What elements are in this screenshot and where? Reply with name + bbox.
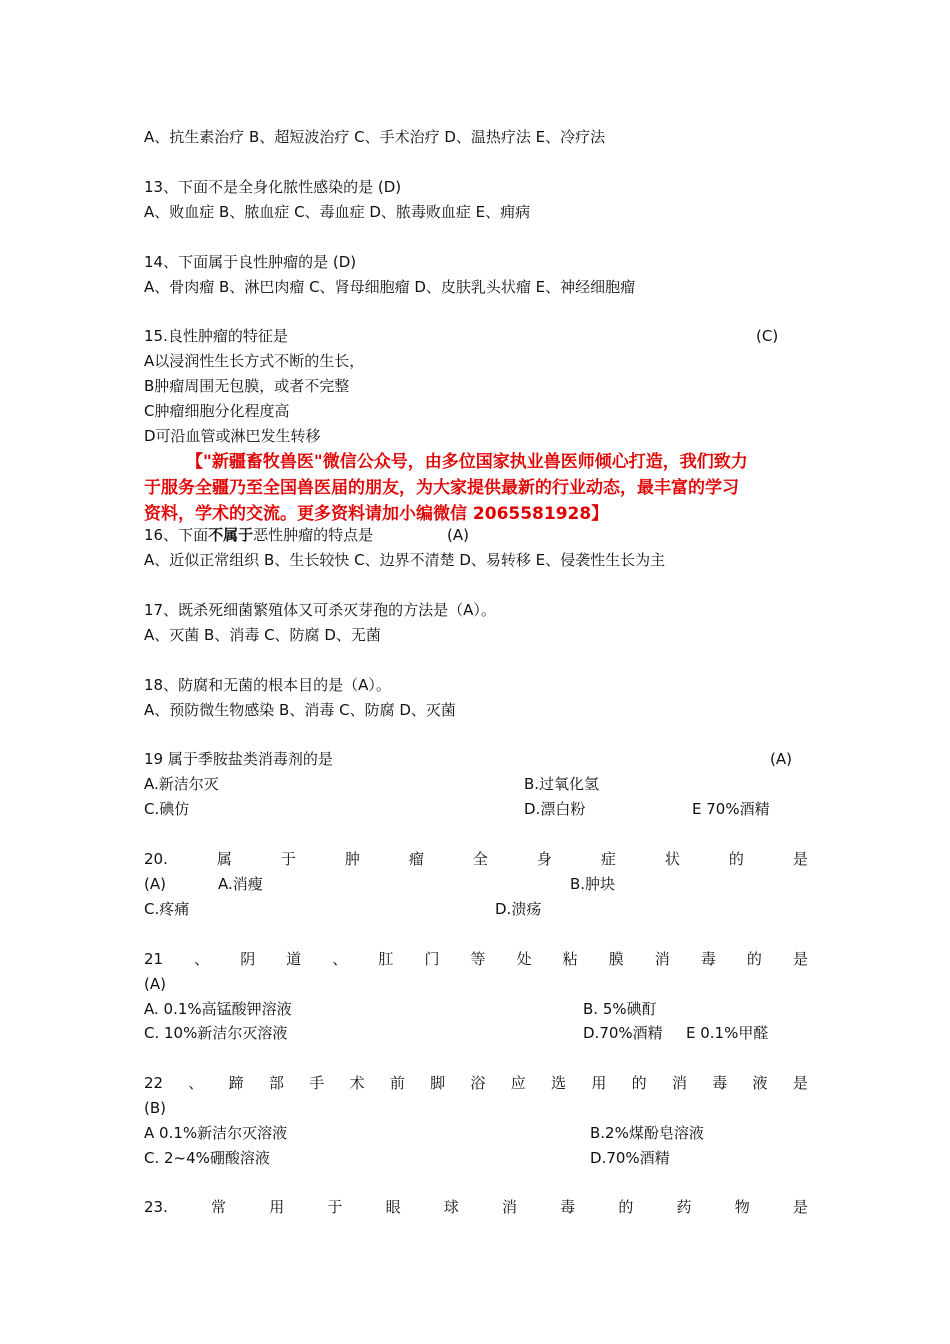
q19-option-d: D.漂白粉 [524, 800, 586, 818]
stem-word: 液 [752, 1074, 768, 1092]
stem-word: 阴 [240, 950, 256, 968]
stem-word: 症 [600, 850, 616, 868]
q19-stem: 19 属于季胺盐类消毒剂的是 [144, 750, 333, 768]
stem-word: 等 [470, 950, 486, 968]
q15-option-b: B肿瘤周围无包膜，或者不完整 [144, 377, 350, 395]
stem-word: 的 [631, 1074, 647, 1092]
stem-word: 于 [327, 1198, 343, 1216]
q17-options: A、灭菌 B、消毒 C、防腐 D、无菌 [144, 626, 381, 644]
stem-word: 消 [501, 1198, 517, 1216]
q15-option-c: C肿瘤细胞分化程度高 [144, 402, 290, 420]
q19-option-a: A.新洁尔灭 [144, 775, 219, 793]
stem-word: 膜 [608, 950, 624, 968]
stem-word: 前 [389, 1074, 405, 1092]
stem-word: 肛 [378, 950, 394, 968]
stem-word: 瘤 [408, 850, 424, 868]
q18-options: A、预防微生物感染 B、消毒 C、防腐 D、灭菌 [144, 701, 456, 719]
promo-line-3: 资料，学术的交流。更多资料请加小编微信 2065581928】 [144, 504, 609, 524]
stem-word: 消 [671, 1074, 687, 1092]
q23-stem [144, 1196, 808, 1218]
stem-word: 道 [286, 950, 302, 968]
stem-word: 蹄 [228, 1074, 244, 1092]
stem-word: 常 [211, 1198, 227, 1216]
q15-option-d: D可沿血管或淋巴发生转移 [144, 427, 321, 445]
q22-answer: (B) [144, 1099, 166, 1117]
stem-word: 状 [664, 850, 680, 868]
q12-options: A、抗生素治疗 B、超短波治疗 C、手术治疗 D、温热疗法 E、冷疗法 [144, 128, 606, 146]
stem-word: 物 [734, 1198, 750, 1216]
q15-answer: (C) [756, 327, 779, 345]
q19-answer: (A) [770, 750, 792, 768]
stem-word: 术 [349, 1074, 365, 1092]
stem-word: 毒 [560, 1198, 576, 1216]
q19-option-e: E 70%酒精 [692, 800, 770, 818]
q22-option-a: A 0.1%新洁尔灭溶液 [144, 1124, 288, 1142]
q16-answer: (A) [447, 526, 469, 544]
stem-word: 于 [280, 850, 296, 868]
q21-option-a: A. 0.1%高锰酸钾溶液 [144, 1000, 292, 1018]
promo-banner [144, 449, 814, 527]
stem-word: 、 [188, 1074, 204, 1092]
q20-option-b: B.肿块 [570, 875, 616, 893]
q14-options: A、骨肉瘤 B、淋巴肉瘤 C、肾母细胞瘤 D、皮肤乳头状瘤 E、神经细胞瘤 [144, 278, 636, 296]
stem-word: 是 [792, 1198, 808, 1216]
q13-options: A、败血症 B、脓血症 C、毒血症 D、脓毒败血症 E、痈病 [144, 203, 531, 221]
q21-option-c: C. 10%新洁尔灭溶液 [144, 1024, 288, 1042]
stem-word: 21 [144, 950, 164, 968]
stem-word: 是 [792, 950, 808, 968]
q20-answer: (A) [144, 875, 166, 893]
q21-option-e: E 0.1%甲醛 [686, 1024, 769, 1042]
q16-stem: 16、下面不属于恶性肿瘤的特点是 [144, 526, 374, 544]
stem-word: 毒 [712, 1074, 728, 1092]
stem-word: 毒 [700, 950, 716, 968]
q19-option-b: B.过氧化氢 [524, 775, 600, 793]
stem-word: 选 [551, 1074, 567, 1092]
stem-word: 23. [144, 1198, 168, 1216]
q20-option-d: D.溃疡 [495, 900, 542, 918]
q22-stem [144, 1072, 808, 1094]
q16-options: A、近似正常组织 B、生长较快 C、边界不清楚 D、易转移 E、侵袭性生长为主 [144, 551, 666, 569]
q15-stem: 15.良性肿瘤的特征是 [144, 327, 288, 345]
stem-word: 属 [216, 850, 232, 868]
stem-word: 脚 [430, 1074, 446, 1092]
q18-stem: 18、防腐和无菌的根本目的是（A）。 [144, 676, 391, 694]
stem-word: 药 [676, 1198, 692, 1216]
q21-option-d: D.70%酒精 [583, 1024, 663, 1042]
promo-line-1: 【"新疆畜牧兽医"微信公众号，由多位国家执业兽医师倾心打造，我们致力 [186, 452, 748, 472]
stem-word: 肿 [344, 850, 360, 868]
stem-word: 粘 [562, 950, 578, 968]
stem-word: 用 [269, 1198, 285, 1216]
q16-emphasis: 不属于 [208, 526, 254, 544]
stem-word: 处 [516, 950, 532, 968]
q20-option-a: A.消瘦 [218, 875, 263, 893]
stem-word: 应 [510, 1074, 526, 1092]
q20-stem [144, 848, 808, 870]
stem-word: 是 [792, 850, 808, 868]
q13-stem: 13、下面不是全身化脓性感染的是 (D) [144, 178, 402, 196]
stem-word: 消 [654, 950, 670, 968]
q15-option-a: A以浸润性生长方式不断的生长， [144, 352, 365, 370]
stem-word: 是 [792, 1074, 808, 1092]
stem-word: 身 [536, 850, 552, 868]
q22-option-c: C. 2~4%硼酸溶液 [144, 1149, 270, 1167]
stem-word: 20. [144, 850, 168, 868]
q22-option-b: B.2%煤酚皂溶液 [590, 1124, 704, 1142]
q17-stem: 17、既杀死细菌繁殖体又可杀灭芽孢的方法是（A）。 [144, 601, 496, 619]
stem-word: 手 [309, 1074, 325, 1092]
q22-option-d: D.70%酒精 [590, 1149, 670, 1167]
stem-word: 全 [472, 850, 488, 868]
stem-word: 浴 [470, 1074, 486, 1092]
stem-word: 眼 [385, 1198, 401, 1216]
q14-stem: 14、下面属于良性肿瘤的是 (D) [144, 253, 357, 271]
q19-option-c: C.碘仿 [144, 800, 190, 818]
q21-stem [144, 948, 808, 970]
stem-word: 、 [194, 950, 210, 968]
stem-word: 用 [591, 1074, 607, 1092]
stem-word: 、 [332, 950, 348, 968]
stem-word: 22 [144, 1074, 164, 1092]
stem-word: 球 [443, 1198, 459, 1216]
stem-word: 的 [728, 850, 744, 868]
stem-word: 的 [746, 950, 762, 968]
q20-option-c: C.疼痛 [144, 900, 190, 918]
stem-word: 门 [424, 950, 440, 968]
stem-word: 部 [268, 1074, 284, 1092]
q21-answer: (A) [144, 975, 166, 993]
promo-line-2: 于服务全疆乃至全国兽医届的朋友，为大家提供最新的行业动态，最丰富的学习 [144, 478, 739, 498]
q21-option-b: B. 5%碘酊 [583, 1000, 657, 1018]
stem-word: 的 [618, 1198, 634, 1216]
